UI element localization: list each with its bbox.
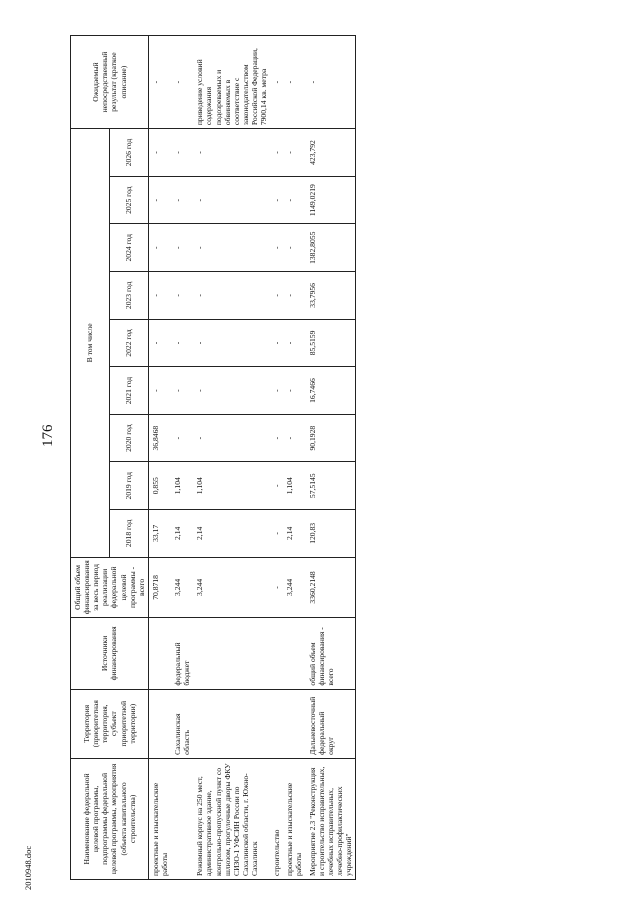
header-source: Источники финансирования (71, 618, 149, 689)
cell-year-value: - (193, 367, 270, 415)
cell-year-value: - (148, 272, 171, 320)
page-number: 176 (40, 424, 56, 447)
cell-total: - (270, 557, 283, 618)
cell-year-value: 1,104 (171, 462, 193, 510)
cell-source (283, 618, 305, 689)
cell-year-value: - (171, 129, 193, 177)
cell-territory: Дальневосточный федеральный округ (306, 689, 356, 758)
cell-year-value: - (171, 319, 193, 367)
cell-territory (270, 689, 283, 758)
cell-year-value: - (148, 367, 171, 415)
cell-year-value: - (171, 367, 193, 415)
cell-year-value: - (270, 319, 283, 367)
cell-result: приведение условий содержания подозреваемых и обвиняемых в соответствие с законодательством Российской Федерации, 7900,14 кв. метра (193, 36, 270, 129)
cell-total: 3,244 (283, 557, 305, 618)
header-year: 2020 год (109, 414, 148, 462)
cell-total: 3360,2148 (306, 557, 356, 618)
cell-year-value: - (171, 272, 193, 320)
header-year: 2018 год (109, 510, 148, 558)
cell-name: Мероприятие 2.3 "Реконструкция и строительство исправительных, лечебных исправительных, лечебно-профилактических учреждений" (306, 758, 356, 879)
header-year: 2026 год (109, 129, 148, 177)
cell-territory: Сахалинская область (171, 689, 193, 758)
cell-year-value: 1149,0219 (306, 176, 356, 224)
header-territory: Территория (приоритетная территория, субъект приоритетной территории) (71, 689, 149, 758)
cell-year-value: - (283, 176, 305, 224)
cell-year-value: 2,14 (193, 510, 270, 558)
cell-source: общий объем финансирования - всего (306, 618, 356, 689)
cell-year-value: 1,104 (193, 462, 270, 510)
cell-year-value: - (270, 414, 283, 462)
header-result: Ожидаемый непосредственный результат (краткое описание) (71, 36, 149, 129)
header-year: 2023 год (109, 272, 148, 320)
cell-year-value: 2,14 (283, 510, 305, 558)
cell-year-value: - (270, 129, 283, 177)
cell-year-value: - (283, 272, 305, 320)
cell-result: - (270, 36, 283, 129)
header-name: Наименование федеральной целевой программы, подпрограммы федеральной целевой программы, мероприятия (объекта капитального строительства) (71, 758, 149, 879)
cell-year-value: - (270, 367, 283, 415)
header-year: 2019 год (109, 462, 148, 510)
cell-total: 3,244 (171, 557, 193, 618)
financing-table (70, 35, 356, 880)
cell-year-value: - (193, 129, 270, 177)
cell-year-value: - (270, 510, 283, 558)
cell-year-value: 2,14 (171, 510, 193, 558)
table-row (193, 36, 270, 880)
cell-territory (148, 689, 171, 758)
cell-source (270, 618, 283, 689)
header-year: 2025 год (109, 176, 148, 224)
cell-year-value: 120,83 (306, 510, 356, 558)
cell-source (193, 618, 270, 689)
cell-name: строительство (270, 758, 283, 879)
cell-year-value: - (193, 224, 270, 272)
cell-year-value: - (270, 176, 283, 224)
cell-result: - (148, 36, 171, 129)
cell-territory (193, 689, 270, 758)
cell-source (148, 618, 171, 689)
cell-year-value: - (193, 272, 270, 320)
cell-year-value: 36,8468 (148, 414, 171, 462)
cell-year-value: 16,7466 (306, 367, 356, 415)
cell-year-value: 1,104 (283, 462, 305, 510)
cell-year-value: - (193, 176, 270, 224)
cell-year-value: - (148, 129, 171, 177)
cell-year-value: - (270, 224, 283, 272)
cell-year-value: - (171, 176, 193, 224)
cell-result: - (306, 36, 356, 129)
cell-year-value: 1382,8055 (306, 224, 356, 272)
header-group: В том числе (71, 129, 110, 557)
cell-total: 70,8718 (148, 557, 171, 618)
cell-year-value: - (283, 224, 305, 272)
cell-year-value: 0,855 (148, 462, 171, 510)
cell-year-value: - (283, 367, 305, 415)
cell-year-value: 85,5159 (306, 319, 356, 367)
cell-year-value: - (270, 462, 283, 510)
cell-year-value: - (148, 224, 171, 272)
table-row (171, 36, 193, 880)
cell-source: федеральный бюджет (171, 618, 193, 689)
cell-year-value: - (171, 224, 193, 272)
table-row (148, 36, 171, 880)
cell-year-value: - (148, 319, 171, 367)
cell-year-value: 33,17 (148, 510, 171, 558)
cell-name: проектные и изыскательские работы (148, 758, 171, 879)
cell-result: - (171, 36, 193, 129)
table-row (283, 36, 305, 880)
cell-territory (283, 689, 305, 758)
cell-year-value: 57,5145 (306, 462, 356, 510)
header-year: 2021 год (109, 367, 148, 415)
cell-year-value: 33,7956 (306, 272, 356, 320)
header-year: 2022 год (109, 319, 148, 367)
cell-year-value: - (283, 129, 305, 177)
cell-result: - (283, 36, 305, 129)
cell-name: Режимный корпус на 250 мест, административное здание, контрольно-пропускной пункт со шлюзом, прогулочные дворы ФКУ СИЗО-1 УФСИН России по Сахалинской области, г. Южно-Сахалинск (193, 758, 270, 879)
table-row (306, 36, 356, 880)
cell-year-value: - (283, 414, 305, 462)
cell-year-value: - (270, 272, 283, 320)
cell-name (171, 758, 193, 879)
header-total: Общий объем финансирования за весь период реализации федеральной целевой программы - всего (71, 557, 149, 618)
footer-filename: 2010948.doc (23, 845, 33, 890)
cell-year-value: - (283, 319, 305, 367)
cell-year-value: - (171, 414, 193, 462)
cell-name: проектные и изыскательские работы (283, 758, 305, 879)
cell-year-value: 423,792 (306, 129, 356, 177)
cell-year-value: - (148, 176, 171, 224)
cell-total: 3,244 (193, 557, 270, 618)
cell-year-value: - (193, 414, 270, 462)
rotated-table-container (70, 35, 610, 880)
header-year: 2024 год (109, 224, 148, 272)
cell-year-value: 90,1928 (306, 414, 356, 462)
cell-year-value: - (193, 319, 270, 367)
table-row (270, 36, 283, 880)
